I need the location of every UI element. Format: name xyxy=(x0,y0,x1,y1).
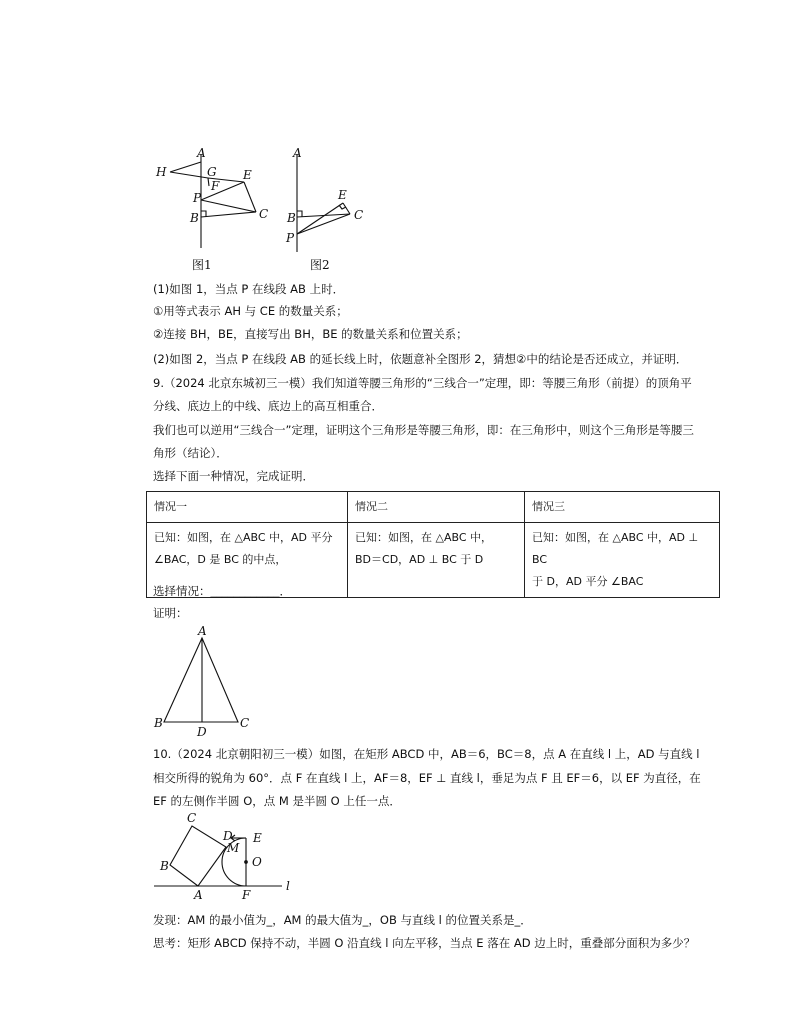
case-3-header: 情况三 xyxy=(525,492,720,523)
rect-label-l: l xyxy=(286,879,290,893)
rect-label-O: O xyxy=(252,855,262,869)
rect-label-F: F xyxy=(242,888,251,902)
rect-label-C: C xyxy=(187,811,197,825)
q10-line2: 相交所得的锐角为 60°．点 F 在直线 l 上，AF＝8，EF ⊥ 直线 l，垂足为点 F 且 EF＝6，以 EF 为直径，在 xyxy=(153,771,701,785)
figure-triangle xyxy=(150,624,260,740)
case-1-line1: 已知：如图，在 △ABC 中，AD 平分 xyxy=(154,531,333,544)
cases-table xyxy=(146,491,720,598)
rect-label-D: D xyxy=(223,829,233,843)
label-E: E xyxy=(243,168,252,182)
rect-label-B: B xyxy=(160,859,169,873)
q9-line3: 我们也可以逆用“三线合一”定理，证明这个三角形是等腰三角形，即：在三角形中，则这个三角形是等腰三 xyxy=(153,423,694,437)
label-A: A xyxy=(197,146,206,160)
case-1-header: 情况一 xyxy=(147,492,348,523)
caption-figure-1: 图1 xyxy=(192,258,212,272)
case-3-line2: 于 D，AD 平分 ∠BAC xyxy=(532,575,644,588)
q10-line1: 10.（2024 北京朝阳初三一模）如图，在矩形 ABCD 中，AB＝6，BC＝8，点 A 在直线 l 上，AD 与直线 l xyxy=(153,747,700,761)
case-2-line2: BD＝CD，AD ⊥ BC 于 D xyxy=(355,553,484,566)
label2-E: E xyxy=(338,188,347,202)
case-1-line2: ∠BAC，D 是 BC 的中点， xyxy=(154,553,287,566)
label2-P: P xyxy=(286,231,295,245)
rect-label-A: A xyxy=(194,888,203,902)
label-P: P xyxy=(193,191,202,205)
q9-line4: 角形（结论）． xyxy=(153,446,228,460)
q10-line3: EF 的左侧作半圆 O，点 M 是半圆 O 上任一点． xyxy=(153,794,401,808)
tri-label-A: A xyxy=(198,624,207,638)
q8-part1: (1)如图 1，当点 P 在线段 AB 上时． xyxy=(153,282,345,296)
case-3-body xyxy=(525,523,720,598)
q8-part1b: ②连接 BH，BE，直接写出 BH，BE 的数量关系和位置关系； xyxy=(153,327,468,341)
q9-select-case: 选择情况：____________． xyxy=(153,584,291,598)
figure-1-and-2 xyxy=(150,142,380,274)
label-H: H xyxy=(156,165,167,179)
q8-part2: (2)如图 2，当点 P 在线段 AB 的延长线上时，依题意补全图形 2，猜想②中的结论是否还成立，并证明． xyxy=(153,352,688,366)
q9-line1: 9.（2024 北京东城初三一模）我们知道等腰三角形的“三线合一”定理，即：等腰三角形（前提）的顶角平 xyxy=(153,376,692,390)
case-2-line1: 已知：如图，在 △ABC 中， xyxy=(355,531,493,544)
case-2-body xyxy=(348,523,525,598)
label2-A: A xyxy=(293,146,302,160)
q8-part1a: ①用等式表示 AH 与 CE 的数量关系； xyxy=(153,304,348,318)
rect-label-M: M xyxy=(227,841,240,855)
case-2-header: 情况二 xyxy=(348,492,525,523)
table-row xyxy=(147,492,720,523)
tri-label-C: C xyxy=(240,716,250,730)
q9-line5: 选择下面一种情况，完成证明． xyxy=(153,469,314,483)
label-B: B xyxy=(190,211,199,225)
q10-think: 思考：矩形 ABCD 保持不动，半圆 O 沿直线 l 向左平移，当点 E 落在 AD 边上时，重叠部分面积为多少？ xyxy=(153,936,696,950)
label2-B: B xyxy=(287,211,296,225)
caption-figure-2: 图2 xyxy=(310,258,330,272)
q10-discover: 发现：AM 的最小值为_，AM 的最大值为_，OB 与直线 l 的位置关系是_． xyxy=(153,913,532,927)
figure-rectangle-semicircle xyxy=(150,810,300,902)
label-F: F xyxy=(211,179,220,193)
tri-label-B: B xyxy=(154,716,163,730)
label2-C: C xyxy=(354,208,364,222)
label-C: C xyxy=(259,207,269,221)
tri-label-D: D xyxy=(197,725,207,739)
case-3-line1: 已知：如图，在 △ABC 中，AD ⊥ BC xyxy=(532,531,699,566)
rect-label-E: E xyxy=(253,831,262,845)
q9-proof-label: 证明： xyxy=(153,606,188,620)
q9-line2: 分线、底边上的中线、底边上的高互相重合． xyxy=(153,399,383,413)
label-G: G xyxy=(207,165,217,179)
